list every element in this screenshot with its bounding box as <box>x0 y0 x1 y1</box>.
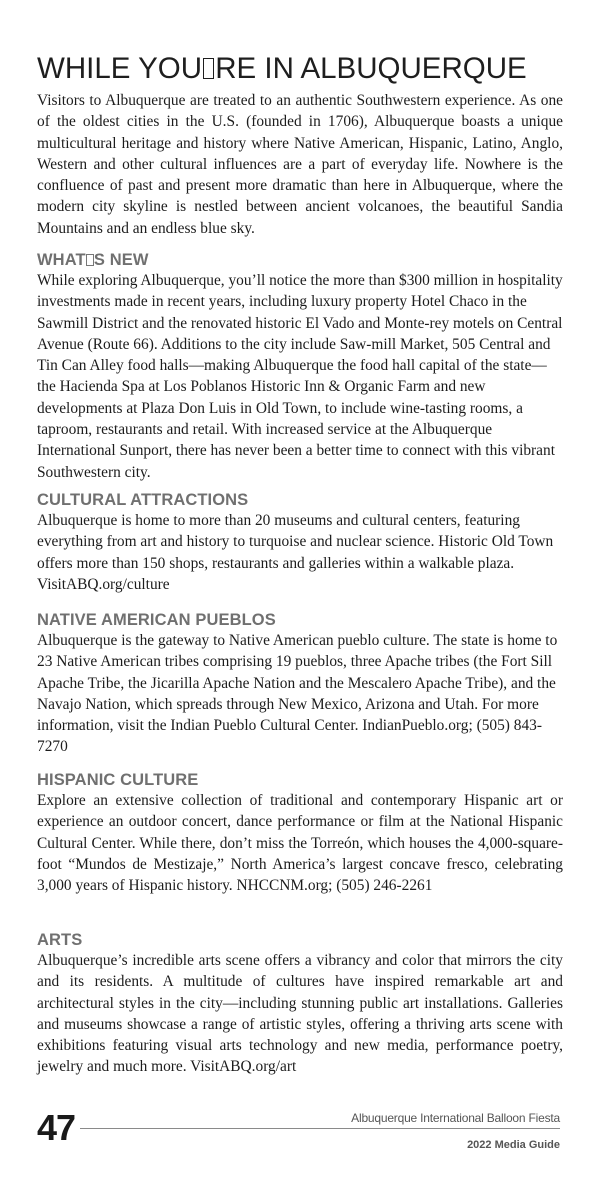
section-body: Albuquerque is home to more than 20 museums and cultural centers, featuring everything from art and history to turquoise and nuclear science. Historic Old Town offers more than 150 shops, restaurants and galleries within a walkable plaza. VisitABQ.org/culture <box>37 512 554 593</box>
missing-glyph-icon <box>86 254 94 266</box>
title-part-2: RE IN ALBUQUERQUE <box>215 52 527 85</box>
section-cultural-attractions <box>37 490 563 595</box>
section-native-american-pueblos <box>37 610 563 758</box>
footer-divider <box>80 1128 560 1129</box>
section-hispanic-culture <box>37 770 563 896</box>
footer-publication: Albuquerque International Balloon Fiesta <box>351 1111 560 1125</box>
section-heading <box>37 250 563 270</box>
section-body: Albuquerque’s incredible arts scene offers a vibrancy and color that mirrors the city and its residents. A multitude of cultures have inspired remarkable art and architectural styles in the city—including stunning public art installations. Galleries and museums showcase a range of artistic styles, offering a thriving arts scene with exhibitions featuring visual arts technology and new media, performance poetry, jewelry and much more. VisitABQ.org/art <box>37 952 563 1076</box>
heading-part-1: WHAT <box>37 251 86 269</box>
section-heading: HISPANIC CULTURE <box>37 771 199 789</box>
section-whats-new <box>37 250 563 483</box>
section-heading: NATIVE AMERICAN PUEBLOS <box>37 611 276 629</box>
heading-part-2: S NEW <box>93 251 149 269</box>
section-body: Albuquerque is the gateway to Native American pueblo culture. The state is home to 23 Native American tribes comprising 19 pueblos, three Apache tribes (the Fort Sill Apache Tribe, the Jicarilla Apache Nation and the Mescalero Apache Tribe), and the Navajo Nation, which spreads through New Mexico, Arizona and Utah. For more information, visit the Indian Pueblo Cultural Center. IndianPueblo.org; (505) 843-7270 <box>37 632 558 756</box>
page-header <box>37 52 563 239</box>
page-title <box>37 52 563 86</box>
section-body: While exploring Albuquerque, you’ll notice the more than $300 million in hospitality investments made in recent years, including luxury property Hotel Chaco in the Sawmill District and the renovated historic El Vado and Monte-rey motels on Central Avenue (Route 66). Additions to the city include Saw-mill Market, 505 Central and Tin Can Alley food halls—making Albuquerque the food hall capital of the state—the Hacienda Spa at Los Poblanos Historic Inn & Organic Farm and new developments at Plaza Don Luis in Old Town, to include wine-tasting rooms, a taproom, restaurants and retail. With increased service at the Albuquerque International Sunport, there has never been a better time to connect with this vibrant Southwestern city. <box>37 272 563 481</box>
page-number: 47 <box>37 1107 76 1148</box>
section-heading: CULTURAL ATTRACTIONS <box>37 491 249 509</box>
missing-glyph-icon <box>203 58 214 79</box>
title-part-1: WHILE YOU <box>37 52 203 85</box>
section-body: Explore an extensive collection of traditional and contemporary Hispanic art or experience an outdoor concert, dance performance or film at the National Hispanic Cultural Center. While there, don’t miss the Torreón, which houses the 4,000-square-foot “Mundos de Mestizaje,” North America’s largest concave fresco, celebrating 3,000 years of Hispanic history. NHCCNM.org; (505) 246-2261 <box>37 792 563 895</box>
section-heading: ARTS <box>37 931 83 949</box>
section-arts <box>37 930 563 1078</box>
footer-guide-title: 2022 Media Guide <box>467 1139 560 1151</box>
intro-paragraph: Visitors to Albuquerque are treated to an authentic Southwestern experience. As one of the oldest cities in the U.S. (founded in 1706), Albuquerque boasts a unique multicultural heritage and history where Native American, Hispanic, Latino, Anglo, Western and other cultural influences are a part of everyday life. Nowhere is the confluence of past and present more dramatic than here in Albuquerque, where the modern city skyline is nestled between ancient volcanoes, the beautiful Sandia Mountains and an endless blue sky. <box>37 92 563 237</box>
